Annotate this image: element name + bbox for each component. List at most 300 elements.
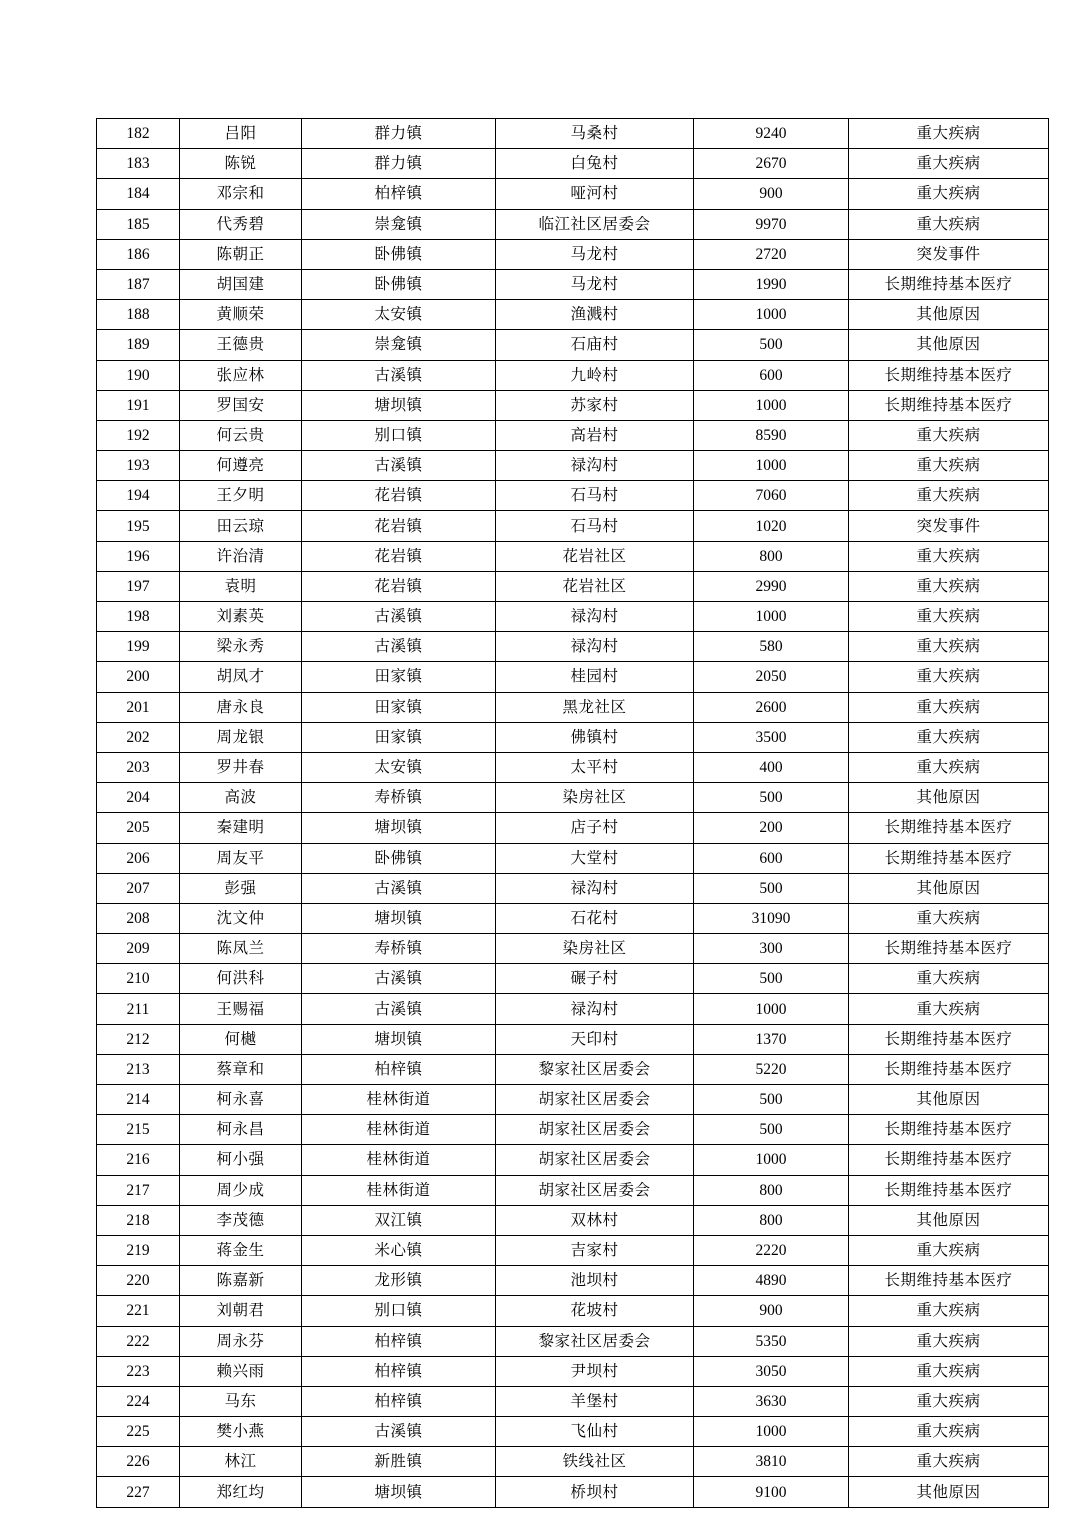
- cell-village: 胡家社区居委会: [496, 1145, 694, 1175]
- cell-index: 212: [97, 1024, 180, 1054]
- cell-amount: 1000: [694, 451, 849, 481]
- cell-name: 蔡章和: [180, 1054, 302, 1084]
- table-row: [97, 1296, 1049, 1326]
- cell-village: 铁线社区: [496, 1447, 694, 1477]
- cell-town: 古溪镇: [302, 632, 496, 662]
- cell-index: 224: [97, 1386, 180, 1416]
- cell-reason: 突发事件: [849, 239, 1049, 269]
- cell-town: 柏梓镇: [302, 179, 496, 209]
- assistance-records-table: [96, 118, 1049, 1508]
- cell-town: 花岩镇: [302, 541, 496, 571]
- cell-town: 柏梓镇: [302, 1054, 496, 1084]
- cell-amount: 2720: [694, 239, 849, 269]
- table-row: [97, 1447, 1049, 1477]
- cell-reason: 重大疾病: [849, 420, 1049, 450]
- cell-amount: 7060: [694, 481, 849, 511]
- cell-reason: 重大疾病: [849, 1447, 1049, 1477]
- cell-village: 禄沟村: [496, 602, 694, 632]
- cell-town: 塘坝镇: [302, 1477, 496, 1507]
- cell-index: 209: [97, 934, 180, 964]
- cell-town: 田家镇: [302, 692, 496, 722]
- cell-name: 林江: [180, 1447, 302, 1477]
- cell-index: 182: [97, 119, 180, 149]
- cell-reason: 重大疾病: [849, 119, 1049, 149]
- cell-amount: 200: [694, 813, 849, 843]
- cell-index: 204: [97, 783, 180, 813]
- cell-town: 米心镇: [302, 1235, 496, 1265]
- table-row: [97, 119, 1049, 149]
- cell-index: 189: [97, 330, 180, 360]
- table-row: [97, 1175, 1049, 1205]
- cell-index: 220: [97, 1266, 180, 1296]
- cell-town: 田家镇: [302, 722, 496, 752]
- cell-town: 桂林街道: [302, 1115, 496, 1145]
- cell-reason: 重大疾病: [849, 903, 1049, 933]
- table-row: [97, 1115, 1049, 1145]
- cell-index: 201: [97, 692, 180, 722]
- cell-index: 226: [97, 1447, 180, 1477]
- cell-reason: 重大疾病: [849, 1326, 1049, 1356]
- cell-town: 寿桥镇: [302, 934, 496, 964]
- cell-index: 200: [97, 662, 180, 692]
- cell-index: 219: [97, 1235, 180, 1265]
- cell-village: 胡家社区居委会: [496, 1175, 694, 1205]
- table-row: [97, 390, 1049, 420]
- cell-reason: 长期维持基本医疗: [849, 1054, 1049, 1084]
- cell-amount: 400: [694, 752, 849, 782]
- cell-village: 碾子村: [496, 964, 694, 994]
- cell-amount: 900: [694, 179, 849, 209]
- cell-name: 彭强: [180, 873, 302, 903]
- cell-village: 池坝村: [496, 1266, 694, 1296]
- table-row: [97, 1477, 1049, 1507]
- cell-amount: 500: [694, 330, 849, 360]
- cell-name: 周永芬: [180, 1326, 302, 1356]
- cell-reason: 重大疾病: [849, 722, 1049, 752]
- table-row: [97, 209, 1049, 239]
- cell-village: 双林村: [496, 1205, 694, 1235]
- cell-reason: 其他原因: [849, 1205, 1049, 1235]
- table-row: [97, 843, 1049, 873]
- cell-reason: 重大疾病: [849, 1386, 1049, 1416]
- cell-index: 203: [97, 752, 180, 782]
- cell-reason: 重大疾病: [849, 752, 1049, 782]
- cell-village: 禄沟村: [496, 994, 694, 1024]
- table-body: [97, 119, 1049, 1508]
- cell-reason: 重大疾病: [849, 481, 1049, 511]
- cell-reason: 重大疾病: [849, 692, 1049, 722]
- cell-reason: 长期维持基本医疗: [849, 360, 1049, 390]
- cell-reason: 重大疾病: [849, 1296, 1049, 1326]
- cell-amount: 3810: [694, 1447, 849, 1477]
- cell-amount: 2050: [694, 662, 849, 692]
- cell-index: 227: [97, 1477, 180, 1507]
- cell-reason: 重大疾病: [849, 541, 1049, 571]
- cell-town: 别口镇: [302, 1296, 496, 1326]
- cell-village: 黎家社区居委会: [496, 1054, 694, 1084]
- cell-amount: 1370: [694, 1024, 849, 1054]
- cell-name: 刘朝君: [180, 1296, 302, 1326]
- cell-index: 211: [97, 994, 180, 1024]
- cell-town: 柏梓镇: [302, 1356, 496, 1386]
- cell-town: 别口镇: [302, 420, 496, 450]
- cell-reason: 其他原因: [849, 783, 1049, 813]
- cell-reason: 长期维持基本医疗: [849, 1024, 1049, 1054]
- cell-name: 周少成: [180, 1175, 302, 1205]
- cell-name: 赖兴雨: [180, 1356, 302, 1386]
- cell-name: 许治清: [180, 541, 302, 571]
- table-row: [97, 903, 1049, 933]
- cell-village: 黎家社区居委会: [496, 1326, 694, 1356]
- cell-amount: 3500: [694, 722, 849, 752]
- table-row: [97, 239, 1049, 269]
- cell-name: 张应林: [180, 360, 302, 390]
- cell-index: 198: [97, 602, 180, 632]
- cell-name: 陈凤兰: [180, 934, 302, 964]
- cell-name: 柯永喜: [180, 1085, 302, 1115]
- cell-reason: 长期维持基本医疗: [849, 843, 1049, 873]
- cell-amount: 2670: [694, 149, 849, 179]
- cell-village: 太平村: [496, 752, 694, 782]
- cell-village: 九岭村: [496, 360, 694, 390]
- cell-amount: 1000: [694, 994, 849, 1024]
- cell-index: 191: [97, 390, 180, 420]
- cell-name: 王赐福: [180, 994, 302, 1024]
- cell-amount: 31090: [694, 903, 849, 933]
- table-row: [97, 662, 1049, 692]
- cell-amount: 1020: [694, 511, 849, 541]
- table-row: [97, 330, 1049, 360]
- cell-reason: 重大疾病: [849, 662, 1049, 692]
- cell-index: 202: [97, 722, 180, 752]
- cell-village: 羊堡村: [496, 1386, 694, 1416]
- cell-reason: 重大疾病: [849, 632, 1049, 662]
- cell-index: 194: [97, 481, 180, 511]
- cell-amount: 500: [694, 1085, 849, 1115]
- cell-village: 胡家社区居委会: [496, 1085, 694, 1115]
- cell-amount: 4890: [694, 1266, 849, 1296]
- cell-village: 染房社区: [496, 783, 694, 813]
- table-row: [97, 1145, 1049, 1175]
- cell-amount: 3050: [694, 1356, 849, 1386]
- cell-town: 古溪镇: [302, 360, 496, 390]
- table-row: [97, 602, 1049, 632]
- cell-amount: 500: [694, 1115, 849, 1145]
- cell-town: 群力镇: [302, 149, 496, 179]
- cell-reason: 重大疾病: [849, 1356, 1049, 1386]
- cell-index: 186: [97, 239, 180, 269]
- cell-amount: 5350: [694, 1326, 849, 1356]
- cell-index: 199: [97, 632, 180, 662]
- cell-village: 染房社区: [496, 934, 694, 964]
- cell-reason: 重大疾病: [849, 451, 1049, 481]
- table-row: [97, 813, 1049, 843]
- table-row: [97, 752, 1049, 782]
- cell-reason: 长期维持基本医疗: [849, 813, 1049, 843]
- cell-index: 218: [97, 1205, 180, 1235]
- cell-reason: 其他原因: [849, 330, 1049, 360]
- cell-town: 卧佛镇: [302, 843, 496, 873]
- cell-amount: 500: [694, 964, 849, 994]
- cell-amount: 800: [694, 1205, 849, 1235]
- cell-index: 225: [97, 1417, 180, 1447]
- cell-village: 白兔村: [496, 149, 694, 179]
- cell-reason: 长期维持基本医疗: [849, 1145, 1049, 1175]
- cell-town: 龙形镇: [302, 1266, 496, 1296]
- cell-amount: 800: [694, 541, 849, 571]
- table-row: [97, 994, 1049, 1024]
- cell-town: 桂林街道: [302, 1145, 496, 1175]
- table-row: [97, 1054, 1049, 1084]
- cell-town: 卧佛镇: [302, 239, 496, 269]
- cell-village: 黑龙社区: [496, 692, 694, 722]
- table-row: [97, 149, 1049, 179]
- cell-index: 208: [97, 903, 180, 933]
- cell-index: 188: [97, 300, 180, 330]
- cell-name: 郑红均: [180, 1477, 302, 1507]
- cell-name: 梁永秀: [180, 632, 302, 662]
- cell-reason: 重大疾病: [849, 149, 1049, 179]
- cell-town: 古溪镇: [302, 1417, 496, 1447]
- cell-name: 何洪科: [180, 964, 302, 994]
- cell-name: 唐永良: [180, 692, 302, 722]
- table-row: [97, 269, 1049, 299]
- cell-amount: 2220: [694, 1235, 849, 1265]
- cell-amount: 500: [694, 783, 849, 813]
- cell-village: 尹坝村: [496, 1356, 694, 1386]
- cell-name: 罗井春: [180, 752, 302, 782]
- cell-town: 田家镇: [302, 662, 496, 692]
- cell-index: 195: [97, 511, 180, 541]
- cell-village: 大堂村: [496, 843, 694, 873]
- cell-name: 胡凤才: [180, 662, 302, 692]
- cell-amount: 2990: [694, 571, 849, 601]
- cell-amount: 900: [694, 1296, 849, 1326]
- cell-name: 黄顺荣: [180, 300, 302, 330]
- cell-amount: 2600: [694, 692, 849, 722]
- table-row: [97, 179, 1049, 209]
- cell-village: 禄沟村: [496, 632, 694, 662]
- cell-index: 223: [97, 1356, 180, 1386]
- cell-village: 马龙村: [496, 239, 694, 269]
- table-row: [97, 300, 1049, 330]
- table-row: [97, 1386, 1049, 1416]
- cell-village: 花岩社区: [496, 571, 694, 601]
- cell-name: 周友平: [180, 843, 302, 873]
- cell-name: 邓宗和: [180, 179, 302, 209]
- cell-index: 184: [97, 179, 180, 209]
- cell-village: 高岩村: [496, 420, 694, 450]
- cell-town: 古溪镇: [302, 602, 496, 632]
- cell-name: 沈文仲: [180, 903, 302, 933]
- cell-index: 213: [97, 1054, 180, 1084]
- table-row: [97, 1356, 1049, 1386]
- cell-village: 马龙村: [496, 269, 694, 299]
- cell-amount: 1000: [694, 1145, 849, 1175]
- table-row: [97, 692, 1049, 722]
- cell-village: 花岩社区: [496, 541, 694, 571]
- cell-amount: 600: [694, 843, 849, 873]
- cell-reason: 长期维持基本医疗: [849, 1266, 1049, 1296]
- cell-reason: 重大疾病: [849, 964, 1049, 994]
- cell-town: 柏梓镇: [302, 1386, 496, 1416]
- cell-town: 古溪镇: [302, 873, 496, 903]
- table-row: [97, 1235, 1049, 1265]
- cell-index: 210: [97, 964, 180, 994]
- cell-reason: 长期维持基本医疗: [849, 269, 1049, 299]
- cell-index: 215: [97, 1115, 180, 1145]
- cell-village: 苏家村: [496, 390, 694, 420]
- cell-index: 190: [97, 360, 180, 390]
- cell-name: 何樾: [180, 1024, 302, 1054]
- cell-reason: 重大疾病: [849, 994, 1049, 1024]
- table-row: [97, 360, 1049, 390]
- cell-amount: 9240: [694, 119, 849, 149]
- cell-town: 塘坝镇: [302, 390, 496, 420]
- cell-town: 寿桥镇: [302, 783, 496, 813]
- cell-reason: 重大疾病: [849, 1235, 1049, 1265]
- cell-amount: 8590: [694, 420, 849, 450]
- cell-reason: 重大疾病: [849, 602, 1049, 632]
- cell-town: 古溪镇: [302, 994, 496, 1024]
- cell-name: 李茂德: [180, 1205, 302, 1235]
- cell-village: 胡家社区居委会: [496, 1115, 694, 1145]
- cell-name: 袁明: [180, 571, 302, 601]
- cell-name: 蒋金生: [180, 1235, 302, 1265]
- cell-village: 花坡村: [496, 1296, 694, 1326]
- cell-name: 柯小强: [180, 1145, 302, 1175]
- cell-amount: 1000: [694, 300, 849, 330]
- cell-town: 太安镇: [302, 752, 496, 782]
- cell-reason: 其他原因: [849, 300, 1049, 330]
- table-row: [97, 541, 1049, 571]
- cell-amount: 9970: [694, 209, 849, 239]
- cell-index: 183: [97, 149, 180, 179]
- cell-town: 群力镇: [302, 119, 496, 149]
- cell-amount: 500: [694, 873, 849, 903]
- cell-town: 花岩镇: [302, 481, 496, 511]
- cell-name: 罗国安: [180, 390, 302, 420]
- cell-town: 崇龛镇: [302, 209, 496, 239]
- cell-reason: 长期维持基本医疗: [849, 1115, 1049, 1145]
- cell-name: 王夕明: [180, 481, 302, 511]
- cell-amount: 300: [694, 934, 849, 964]
- cell-index: 207: [97, 873, 180, 903]
- table-row: [97, 511, 1049, 541]
- cell-amount: 3630: [694, 1386, 849, 1416]
- cell-amount: 1000: [694, 1417, 849, 1447]
- table-row: [97, 1205, 1049, 1235]
- cell-name: 柯永昌: [180, 1115, 302, 1145]
- table-row: [97, 783, 1049, 813]
- cell-village: 石马村: [496, 511, 694, 541]
- cell-index: 216: [97, 1145, 180, 1175]
- cell-amount: 5220: [694, 1054, 849, 1084]
- cell-name: 王德贵: [180, 330, 302, 360]
- table-row: [97, 571, 1049, 601]
- table-row: [97, 632, 1049, 662]
- cell-town: 崇龛镇: [302, 330, 496, 360]
- cell-name: 何遵亮: [180, 451, 302, 481]
- cell-amount: 9100: [694, 1477, 849, 1507]
- table-row: [97, 1326, 1049, 1356]
- cell-town: 桂林街道: [302, 1175, 496, 1205]
- cell-town: 桂林街道: [302, 1085, 496, 1115]
- cell-index: 214: [97, 1085, 180, 1115]
- table-row: [97, 420, 1049, 450]
- cell-reason: 长期维持基本医疗: [849, 934, 1049, 964]
- table-row: [97, 964, 1049, 994]
- cell-reason: 突发事件: [849, 511, 1049, 541]
- cell-name: 何云贵: [180, 420, 302, 450]
- cell-reason: 重大疾病: [849, 209, 1049, 239]
- cell-town: 花岩镇: [302, 571, 496, 601]
- cell-town: 柏梓镇: [302, 1326, 496, 1356]
- cell-name: 秦建明: [180, 813, 302, 843]
- cell-village: 桂园村: [496, 662, 694, 692]
- cell-reason: 长期维持基本医疗: [849, 1175, 1049, 1205]
- cell-amount: 1000: [694, 390, 849, 420]
- cell-index: 185: [97, 209, 180, 239]
- table-row: [97, 1417, 1049, 1447]
- cell-reason: 重大疾病: [849, 1417, 1049, 1447]
- cell-village: 禄沟村: [496, 873, 694, 903]
- table-row: [97, 873, 1049, 903]
- cell-village: 佛镇村: [496, 722, 694, 752]
- table-row: [97, 1266, 1049, 1296]
- cell-name: 樊小燕: [180, 1417, 302, 1447]
- cell-reason: 其他原因: [849, 1085, 1049, 1115]
- cell-town: 古溪镇: [302, 964, 496, 994]
- cell-index: 196: [97, 541, 180, 571]
- cell-reason: 长期维持基本医疗: [849, 390, 1049, 420]
- cell-index: 197: [97, 571, 180, 601]
- cell-reason: 其他原因: [849, 1477, 1049, 1507]
- cell-index: 205: [97, 813, 180, 843]
- cell-name: 陈嘉新: [180, 1266, 302, 1296]
- cell-amount: 1000: [694, 602, 849, 632]
- cell-index: 222: [97, 1326, 180, 1356]
- table-row: [97, 1085, 1049, 1115]
- cell-amount: 1990: [694, 269, 849, 299]
- table-row: [97, 934, 1049, 964]
- cell-index: 221: [97, 1296, 180, 1326]
- cell-village: 马桑村: [496, 119, 694, 149]
- cell-town: 新胜镇: [302, 1447, 496, 1477]
- cell-village: 临江社区居委会: [496, 209, 694, 239]
- cell-village: 店子村: [496, 813, 694, 843]
- cell-town: 塘坝镇: [302, 1024, 496, 1054]
- cell-village: 飞仙村: [496, 1417, 694, 1447]
- cell-index: 217: [97, 1175, 180, 1205]
- cell-amount: 800: [694, 1175, 849, 1205]
- table-row: [97, 722, 1049, 752]
- cell-reason: 重大疾病: [849, 179, 1049, 209]
- cell-village: 桥坝村: [496, 1477, 694, 1507]
- cell-index: 187: [97, 269, 180, 299]
- cell-village: 渔溅村: [496, 300, 694, 330]
- cell-village: 吉家村: [496, 1235, 694, 1265]
- cell-reason: 重大疾病: [849, 571, 1049, 601]
- table-row: [97, 1024, 1049, 1054]
- cell-index: 192: [97, 420, 180, 450]
- cell-town: 卧佛镇: [302, 269, 496, 299]
- cell-village: 天印村: [496, 1024, 694, 1054]
- cell-index: 193: [97, 451, 180, 481]
- cell-name: 代秀碧: [180, 209, 302, 239]
- cell-name: 陈朝正: [180, 239, 302, 269]
- cell-town: 古溪镇: [302, 451, 496, 481]
